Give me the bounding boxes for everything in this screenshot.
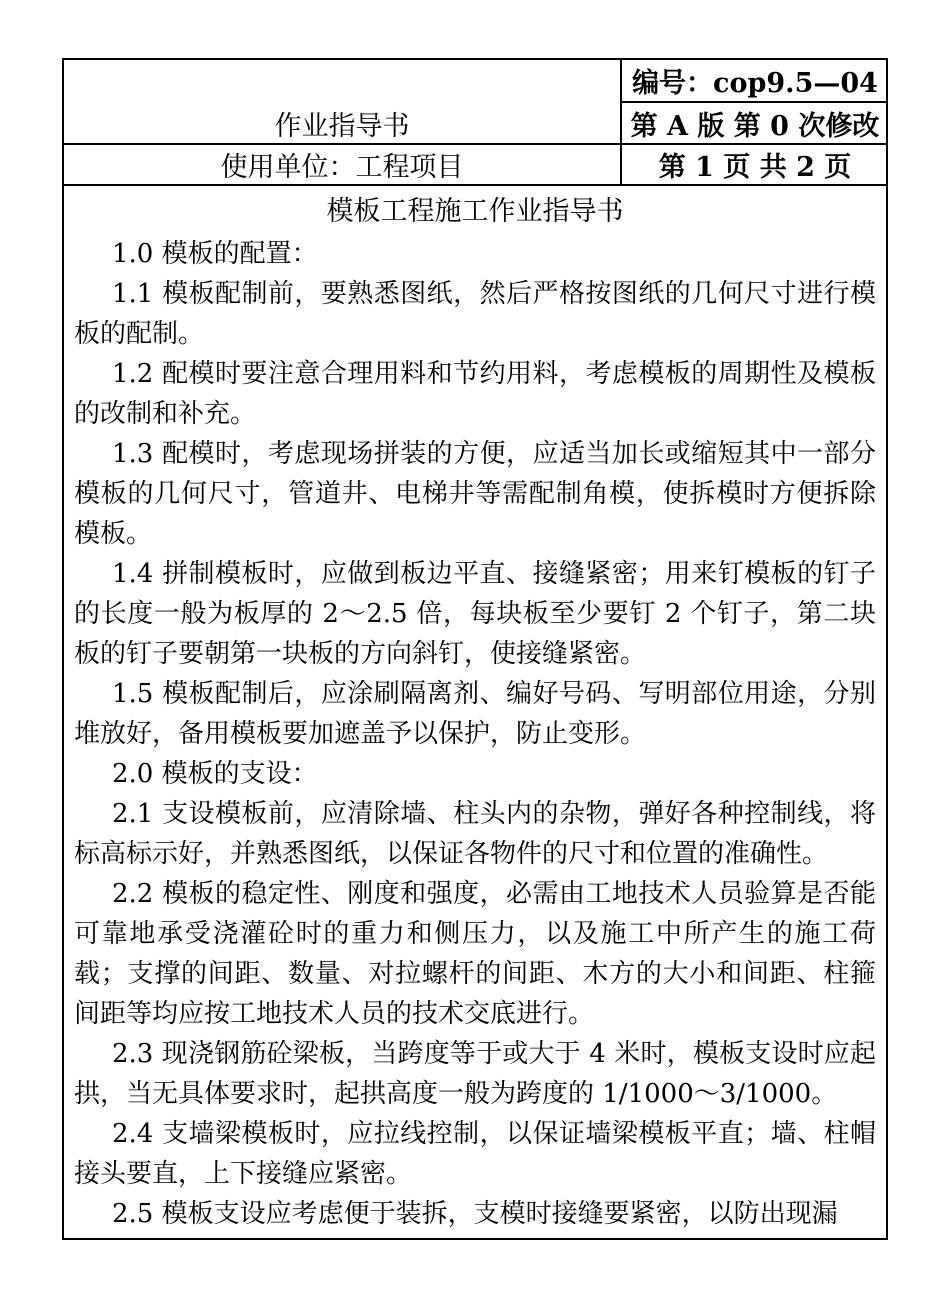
paragraph-1-1: 1.1 模板配制前，要熟悉图纸，然后严格按图纸的几何尺寸进行模板的配制。 xyxy=(74,279,876,349)
doc-code: 编号：cop9.5—04 xyxy=(632,68,878,99)
page-indicator: 第 1 页 共 2 页 xyxy=(658,152,852,183)
section-heading-1: 1.0 模板的配置： xyxy=(112,239,318,269)
section-heading-2: 2.0 模板的支设： xyxy=(112,759,318,789)
paragraph-1-3: 1.3 配模时，考虑现场拼装的方便，应适当加长或缩短其中一部分模板的几何尺寸，管道井、电梯井等需配制角模，使拆模时方便拆除模板。 xyxy=(74,439,876,549)
doc-type-label: 作业指导书 xyxy=(274,110,410,142)
paragraph-2-3: 2.3 现浇钢筋砼梁板，当跨度等于或大于 4 米时，模板支设时应起拱，当无具体要求时，起拱高度一般为跨度的 1/1000～3/1000。 xyxy=(74,1039,876,1109)
paragraph-2-4: 2.4 支墙梁模板时，应拉线控制，以保证墙梁模板平直；墙、柱帽接头要直，上下接缝应紧密。 xyxy=(74,1119,876,1189)
document-body xyxy=(74,192,876,1234)
doc-version: 第 A 版 第 0 次修改 xyxy=(630,110,880,142)
header-table xyxy=(64,60,886,186)
using-unit: 使用单位：工程项目 xyxy=(220,152,464,183)
paragraph-1-4: 1.4 拼制模板时，应做到板边平直、接缝紧密；用来钉模板的钉子的长度一般为板厚的 2～2.5 倍，每块板至少要钉 2 个钉子，第二块板的钉子要朝第一块板的方向斜钉，使接缝紧密。 xyxy=(74,559,876,669)
paragraph-1-2: 1.2 配模时要注意合理用料和节约用料，考虑模板的周期性及模板的改制和补充。 xyxy=(74,359,876,429)
paragraph-2-5: 2.5 模板支设应考虑便于装拆，支模时接缝要紧密，以防出现漏 xyxy=(112,1199,838,1229)
document-frame xyxy=(62,58,888,1240)
document-title: 模板工程施工作业指导书 xyxy=(326,196,624,227)
paragraph-2-1: 2.1 支设模板前，应清除墙、柱头内的杂物，弹好各种控制线，将标高标示好，并熟悉图纸，以保证各物件的尺寸和位置的准确性。 xyxy=(74,799,876,869)
paragraph-1-5: 1.5 模板配制后，应涂刷隔离剂、编好号码、写明部位用途，分别堆放好，备用模板要加遮盖予以保护，防止变形。 xyxy=(74,679,876,749)
paragraph-2-2: 2.2 模板的稳定性、刚度和强度，必需由工地技术人员验算是否能可靠地承受浇灌砼时的重力和侧压力，以及施工中所产生的施工荷载；支撑的间距、数量、对拉螺杆的间距、木方的大小和间距、柱箍间距等均应按工地技术人员的技术交底进行。 xyxy=(74,879,876,1029)
